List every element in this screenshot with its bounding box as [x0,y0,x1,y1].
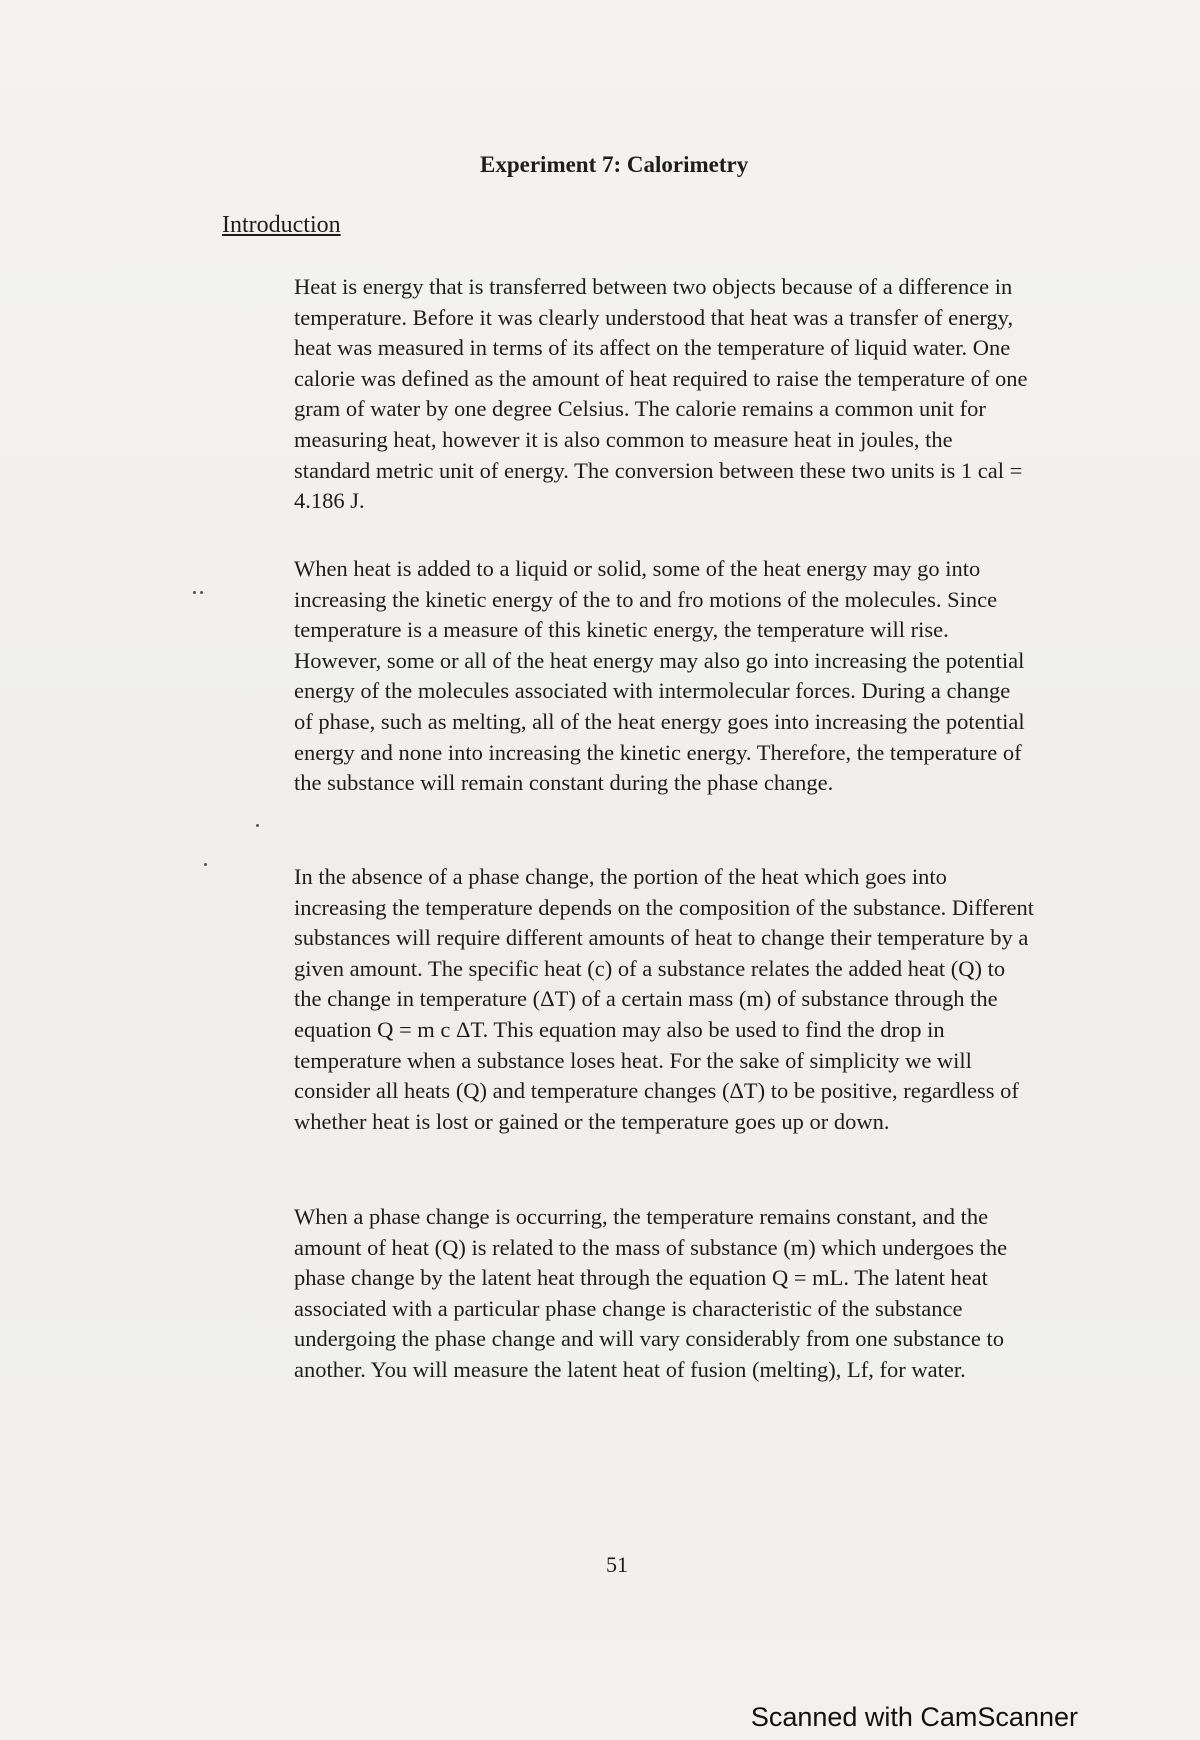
paragraph-heat-definition: Heat is energy that is transferred between two objects because of a difference in temperature. Before it was clearly understood that heat was a transfer of energy, heat was measured in terms of its affect on the temperature of liquid water. One calorie was defined as the amount of heat required to raise the temperature of one gram of water by one degree Celsius. The calorie remains a common unit for measuring heat, however it is also common to measure heat in joules, the standard metric unit of energy. The conversion between these two units is 1 cal = 4.186 J. [294,274,1028,514]
section-heading: Introduction [222,212,341,238]
paragraph-specific-heat: In the absence of a phase change, the portion of the heat which goes into increasing the temperature depends on the composition of the substance. Different substances will require different amounts of heat to change their temperature by a given amount. The specific heat (c) of a substance relates the added heat (Q) to the change in temperature (ΔT) of a certain mass (m) of substance through the equation Q = m c ΔT. This equation may also be used to find the drop in temperature when a substance loses heat. For the sake of simplicity we will consider all heats (Q) and temperature changes (ΔT) to be positive, regardless of whether heat is lost or gained or the temperature goes up or down. [294,864,1034,1134]
paragraph-kinetic-energy: When heat is added to a liquid or solid, some of the heat energy may go into increasing the kinetic energy of the to and fro motions of the molecules. Since temperature is a measure of this kinetic energy, the temperature will rise. However, some or all of the heat energy may also go into increasing the potential energy of the molecules associated with intermolecular forces. During a change of phase, such as melting, all of the heat energy goes into increasing the potential energy and none into increasing the kinetic energy. Therefore, the temperature of the substance will remain constant during the phase change. [294,556,1025,796]
experiment-title: Experiment 7: Calorimetry [480,152,749,177]
paragraph-latent-heat: When a phase change is occurring, the temperature remains constant, and the amount of heat (Q) is related to the mass of substance (m) which undergoes the phase change by the latent heat through the equation Q = mL. The latent heat associated with a particular phase change is characteristic of the substance undergoing the phase change and will vary considerably from one substance to another. You will measure the latent heat of fusion (melting), Lf, for water. [294,1204,1008,1382]
scan-speck [200,591,203,594]
camscanner-watermark: Scanned with CamScanner [750,1702,1078,1732]
scan-speck [193,591,196,594]
scan-speck [256,824,259,827]
page-number: 51 [606,1552,628,1577]
scan-speck [204,863,207,866]
